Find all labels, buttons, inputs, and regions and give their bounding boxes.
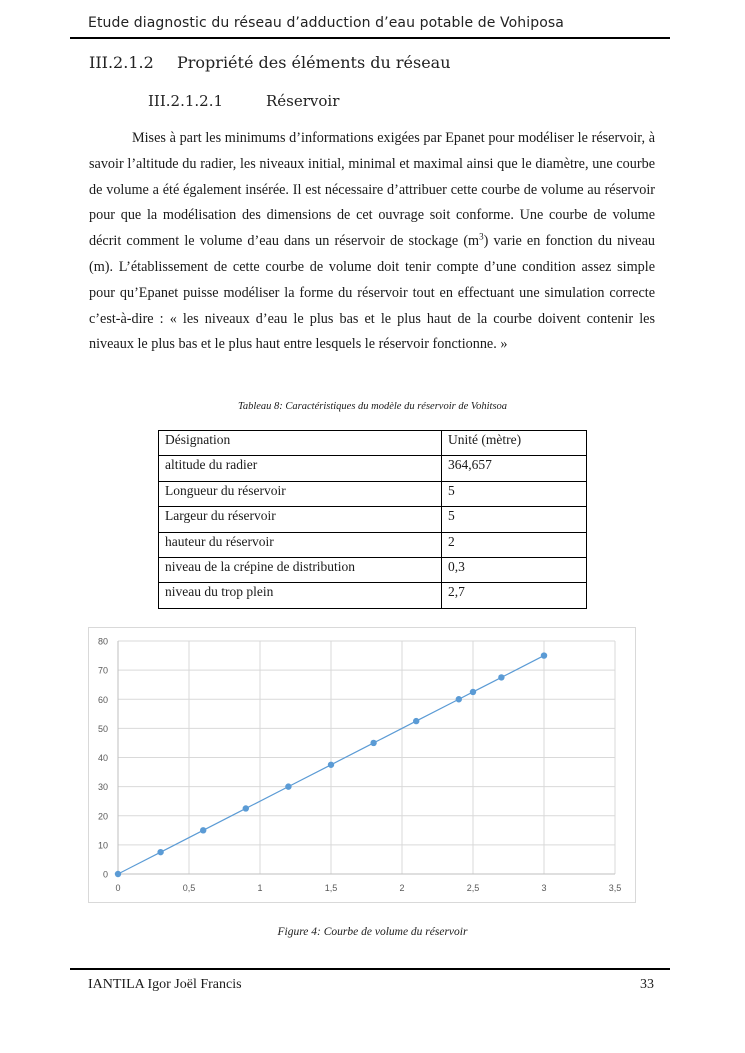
y-tick-label: 70	[97, 665, 108, 676]
table-row	[159, 507, 587, 532]
subsection-title: Réservoir	[266, 92, 340, 110]
data-point	[200, 827, 206, 833]
subsection-heading	[148, 92, 339, 110]
data-point	[115, 871, 121, 877]
paragraph-text-after: ) varie en fonction du niveau (m). L’établissement de cette courbe de volume doit tenir compte d’une condition assez simple pour qu’Epanet puisse modéliser la forme du réservoir tout en effectuant une simulation correcte c’est-à-dire : « les niveaux d’eau le plus bas et le plus haut de la courbe doivent contenir les niveaux le plus bas et le plus haut entre lesquels le réservoir fonctionne. »	[89, 233, 655, 353]
x-tick-label: 1	[257, 883, 263, 893]
data-point	[243, 805, 249, 811]
table-row	[159, 456, 587, 481]
data-point	[285, 783, 291, 789]
x-tick-label: 2,5	[466, 883, 480, 893]
data-point	[541, 652, 547, 658]
y-tick-label: 50	[97, 723, 108, 734]
section-number: III.2.1.2	[89, 53, 154, 72]
y-tick-label: 60	[97, 694, 108, 705]
data-point	[157, 849, 163, 855]
footer-author: IANTILA Igor Joël Francis	[88, 977, 242, 992]
x-tick-label: 3	[541, 883, 547, 893]
table-row	[159, 557, 587, 582]
section-heading	[89, 53, 451, 72]
data-point	[413, 718, 419, 724]
table-cell: niveau de la crépine de distribution	[159, 557, 442, 582]
table-cell: Longueur du réservoir	[159, 481, 442, 506]
x-tick-label: 2	[399, 883, 405, 893]
table-row	[159, 481, 587, 506]
reservoir-spec-table	[158, 430, 587, 609]
table-cell: Désignation	[159, 431, 442, 456]
data-point	[498, 674, 504, 680]
y-tick-label: 40	[97, 753, 108, 763]
table-cell: 364,657	[442, 456, 587, 481]
table-cell: 2,7	[442, 583, 587, 608]
subsection-number: III.2.1.2.1	[148, 92, 224, 110]
table-cell: 0,3	[442, 557, 587, 582]
y-tick-label: 80	[97, 636, 108, 647]
paragraph-superscript: 3	[479, 231, 484, 242]
x-tick-label: 0,5	[182, 883, 196, 893]
x-tick-label: 1,5	[324, 883, 338, 893]
table-cell: 5	[442, 507, 587, 532]
x-tick-label: 0	[115, 883, 121, 893]
y-tick-label: 20	[97, 811, 108, 822]
table-row	[159, 583, 587, 608]
table-cell: Largeur du réservoir	[159, 507, 442, 532]
volume-curve-chart	[88, 627, 636, 903]
y-tick-label: 10	[97, 840, 108, 851]
table-row	[159, 532, 587, 557]
table-cell: Unité (mètre)	[442, 431, 587, 456]
body-paragraph	[89, 126, 655, 358]
y-tick-label: 30	[97, 782, 108, 793]
table-cell: niveau du trop plein	[159, 583, 442, 608]
data-point	[456, 696, 462, 702]
table-cell: hauteur du réservoir	[159, 532, 442, 557]
running-header-title: Etude diagnostic du réseau d’adduction d’eau potable de Vohiposa	[88, 15, 564, 31]
header-rule	[70, 37, 670, 39]
table-cell: 2	[442, 532, 587, 557]
page-number: 33	[640, 977, 654, 992]
x-tick-label: 3,5	[608, 883, 622, 893]
figure-caption: Figure 4: Courbe de volume du réservoir	[277, 926, 468, 938]
y-tick-label: 0	[102, 869, 108, 880]
table-caption: Tableau 8: Caractéristiques du modèle du réservoir de Vohitsoa	[237, 401, 508, 412]
table-cell: 5	[442, 481, 587, 506]
data-point	[328, 762, 334, 768]
section-title: Propriété des éléments du réseau	[177, 53, 451, 72]
paragraph-text-before: Mises à part les minimums d’informations exigées par Epanet pour modéliser le réservoir, à savoir l’altitude du radier, les niveaux initial, minimal et maximal ainsi que le diamètre, une courbe de volume a été également insérée. Il est nécessaire d’attribuer cette courbe de volume au réservoir pour que la modélisation des dimensions de cet ouvrage soit conforme. Une courbe de volume décrit comment le volume d’eau dans un réservoir de stockage (m	[89, 130, 655, 250]
data-point	[470, 689, 476, 695]
footer-rule	[70, 968, 670, 970]
table-cell: altitude du radier	[159, 456, 442, 481]
data-point	[370, 740, 376, 746]
table-header-row	[159, 431, 587, 456]
